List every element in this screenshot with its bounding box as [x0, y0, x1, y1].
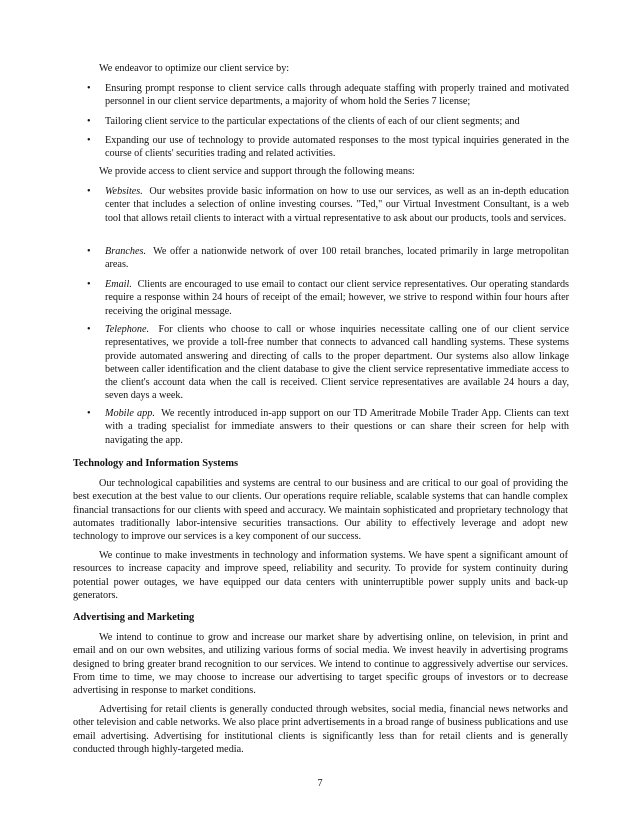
service-intro: We endeavor to optimize our client service by:: [99, 63, 290, 74]
bullet-term: Telephone.: [105, 324, 150, 335]
bullet-icon: •: [87, 279, 91, 290]
bullet-icon: •: [87, 408, 91, 419]
paragraph-text: Our technological capabilities and systems are central to our business and are critical to our goal of providing the best execution at the best value to our clients. Our operations require reliable, scalable systems that can handle complex financial transactions for our clients with speed and accuracy. We maintain sophisticated and proprietary technology that automates traditionally labor-intensive securities transactions. Our ability to effectively leverage and adopt new technology to improve our services is a key component of our success.: [73, 478, 568, 543]
bullet-body: We recently introduced in-app support on our TD Ameritrade Mobile Trader App. Clients can text with a trading specialist for immediate answers to their questions or can share their screen for help with navigating the app.: [105, 408, 569, 446]
bullet-text: Expanding our use of technology to provide automated responses to the most typical inquiries generated in the course of clients' securities trading and related activities.: [105, 135, 569, 160]
bullet-icon: •: [87, 116, 91, 127]
bullet-text: [105, 407, 569, 447]
bullet-text: Tailoring client service to the particular expectations of the clients of each of our client segments; and: [105, 116, 520, 127]
bullet-text: [105, 323, 569, 403]
bullet-text: [105, 278, 569, 318]
bullet-icon: •: [87, 324, 91, 335]
bullet-text: Ensuring prompt response to client service calls through adequate staffing with properly trained and motivated personnel in our client service departments, a majority of whom hold the Series 7 license;: [105, 83, 569, 108]
bullet-term: Branches.: [105, 246, 147, 257]
bullet-term: Email.: [105, 279, 132, 290]
bullet-body: Clients are encouraged to use email to contact our client service representatives. Our operating standards require a response within 24 hours of receipt of the email; however, we strive to respond within four hours after receiving the original message.: [105, 279, 570, 317]
bullet-icon: •: [87, 246, 91, 257]
bullet-body: For clients who choose to call or whose inquiries necessitate calling one of our client service representatives, we provide a toll-free number that connects to advanced call handling systems. These systems provide automated answering and directing of calls to the proper department. Our systems also allow linkage between caller identification and the client database to give the client service representative immediate access to the client's account data when the call is received. Client service representatives are available 24 hours a day, seven days a week.: [105, 324, 569, 402]
access-intro: We provide access to client service and support through the following means:: [99, 166, 415, 177]
advertising-paragraph-1: [73, 631, 568, 697]
bullet-icon: •: [87, 83, 91, 94]
bullet-term: Mobile app.: [105, 408, 155, 419]
bullet-icon: •: [87, 135, 91, 146]
page-number: 7: [317, 778, 323, 789]
section-heading-technology: Technology and Information Systems: [73, 458, 239, 469]
technology-paragraph-1: [73, 477, 568, 543]
paragraph-text: Advertising for retail clients is generally conducted through websites, social media, financial news networks and other television and cable networks. We also place print advertisements in a broad range of business publications and use email advertising. Advertising for institutional clients is significantly less than for retail clients and is generally conducted through highly-targeted media.: [73, 704, 568, 755]
section-heading-advertising: Advertising and Marketing: [73, 612, 195, 623]
bullet-text: [105, 185, 569, 225]
bullet-term: Websites.: [105, 186, 143, 197]
advertising-paragraph-2: [73, 703, 568, 756]
paragraph-text: We continue to make investments in technology and information systems. We have spent a significant amount of resources to increase capacity and improve speed, reliability and security. To provide for system continuity during potential power outages, we have equipped our data centers with uninterruptible power supply units and back-up generators.: [73, 550, 568, 601]
bullet-text: [105, 245, 569, 272]
bullet-icon: •: [87, 186, 91, 197]
bullet-body: Our websites provide basic information on how to use our services, as well as an in-depth education center that includes a selection of online investing courses. "Ted," our Virtual Investment Consultant, is a web tool that allows retail clients to interact with a virtual representative to ask about our products, tools and services.: [105, 186, 570, 224]
paragraph-text: We intend to continue to grow and increase our market share by advertising online, on television, in print and email and on our own websites, and utilizing various forms of social media. We invest heavily in advertising programs designed to bring greater brand recognition to our services. We intend to continue to aggressively advertise our services. From time to time, we may choose to increase our advertising to target specific groups of investors or to decrease advertising in response to market conditions.: [73, 632, 568, 697]
bullet-body: We offer a nationwide network of over 100 retail branches, located primarily in large metropolitan areas.: [105, 246, 569, 271]
technology-paragraph-2: [73, 549, 568, 602]
